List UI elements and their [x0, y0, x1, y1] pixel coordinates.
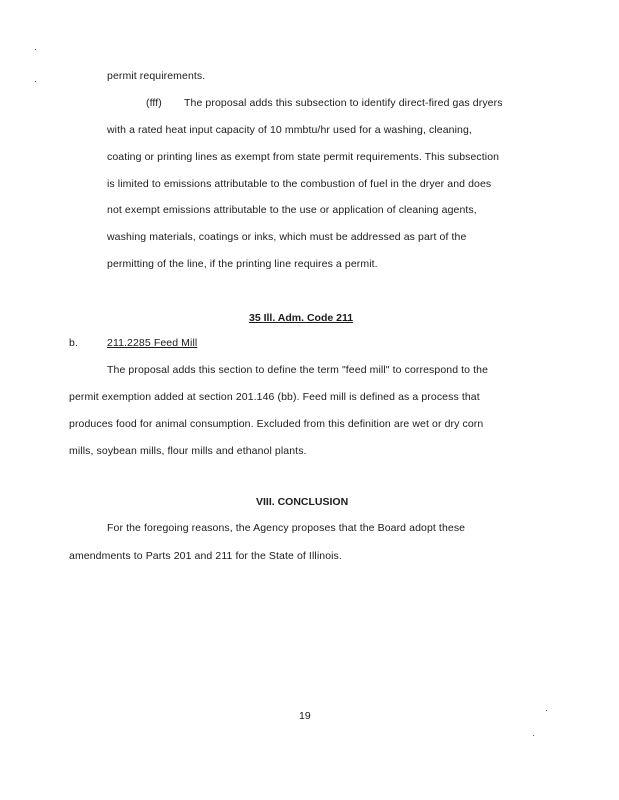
conclusion-heading: VIII. CONCLUSION — [256, 496, 349, 508]
item-title: 211.2285 Feed Mill — [107, 337, 198, 349]
scan-speck — [35, 49, 36, 50]
paragraph-line: with a rated heat input capacity of 10 mmbtu/hr used for a washing, cleaning, — [107, 124, 472, 136]
item-letter: b. — [69, 337, 78, 349]
paragraph-line: is limited to emissions attributable to the combustion of fuel in the dryer and does — [107, 178, 492, 190]
paragraph-line: For the foregoing reasons, the Agency proposes that the Board adopt these — [107, 522, 466, 534]
paragraph-line: produces food for animal consumption. Excluded from this definition are wet or dry corn — [69, 418, 484, 430]
paragraph-line: mills, soybean mills, flour mills and ethanol plants. — [69, 445, 307, 457]
scan-speck — [35, 81, 36, 82]
paragraph-line: amendments to Parts 201 and 211 for the State of Illinois. — [69, 550, 342, 562]
paragraph-line: permitting of the line, if the printing line requires a permit. — [107, 258, 378, 270]
part-211-heading: 35 Ill. Adm. Code 211 — [249, 312, 354, 324]
paragraph-line: The proposal adds this subsection to identify direct-fired gas dryers — [184, 97, 503, 109]
continuation-line: permit requirements. — [107, 70, 206, 82]
paragraph-line: permit exemption added at section 201.146 (bb). Feed mill is defined as a process that — [69, 391, 480, 403]
paragraph-line: coating or printing lines as exempt from state permit requirements. This subsection — [107, 151, 500, 163]
paragraph-line: not exempt emissions attributable to the use or application of cleaning agents, — [107, 204, 477, 216]
subsection-label: (fff) — [146, 97, 162, 109]
scan-speck — [546, 710, 547, 711]
scan-speck — [533, 735, 534, 736]
paragraph-line: washing materials, coatings or inks, which must be addressed as part of the — [107, 231, 467, 243]
page-number: 19 — [299, 710, 311, 722]
paragraph-line: The proposal adds this section to define the term "feed mill" to correspond to the — [107, 364, 489, 376]
